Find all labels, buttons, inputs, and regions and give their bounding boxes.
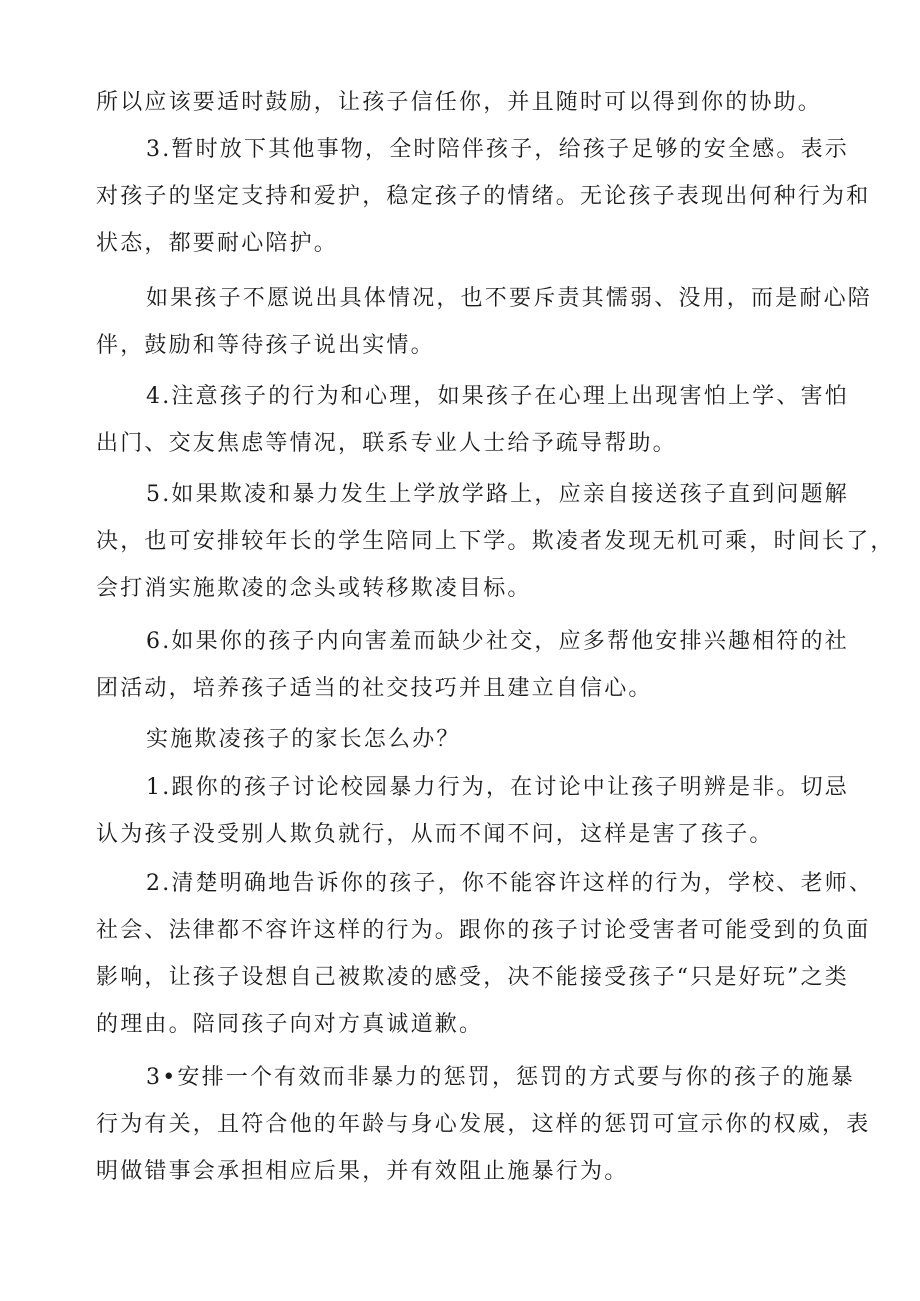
text-line: 实施欺凌孩子的家长怎么办？ xyxy=(146,727,461,752)
text-line: 4.注意孩子的行为和心理，如果孩子在心理上出现害怕上学、害怕 xyxy=(146,384,849,409)
text-line: 2.清楚明确地告诉你的孩子，你不能容许这样的行为，学校、老师、 xyxy=(146,871,874,896)
text-line: 会打消实施欺凌的念头或转移欺凌目标。 xyxy=(96,576,532,601)
text-line: 所以应该要适时鼓励，让孩子信任你，并且随时可以得到你的协助。 xyxy=(96,90,823,115)
text-line: 1.跟你的孩子讨论校园暴力行为，在讨论中让孩子明辨是非。切忌 xyxy=(146,775,849,800)
text-line: 5.如果欺凌和暴力发生上学放学路上，应亲自接送孩子直到问题解 xyxy=(146,482,849,507)
text-line: 社会、法律都不容许这样的行为。跟你的孩子讨论受害者可能受到的负面 xyxy=(96,918,871,943)
text-line: 状态，都要耐心陪护。 xyxy=(96,231,339,256)
text-line: 认为孩子没受别人欺负就行，从而不闻不问，这样是害了孩子。 xyxy=(96,822,774,847)
text-line: 影响，让孩子设想自己被欺凌的感受，决不能接受孩子“只是好玩”之类 xyxy=(96,965,849,990)
paragraph-item-1-discuss xyxy=(96,764,849,858)
paragraph-item-3-accompany xyxy=(96,126,871,267)
text-line: 行为有关，且符合他的年龄与身心发展，这样的惩罚可宣示你的权威，表 xyxy=(96,1112,871,1137)
text-line: 伴，鼓励和等待孩子说出实情。 xyxy=(96,333,435,358)
text-line: 3.暂时放下其他事物，全时陪伴孩子，给孩子足够的安全感。表示 xyxy=(146,137,849,162)
paragraph-item-3-punishment xyxy=(96,1054,871,1195)
text-line: 6.如果你的孩子内向害羞而缺少社交，应多帮他安排兴趣相符的社 xyxy=(146,629,849,654)
paragraph-item-5-escort xyxy=(96,471,895,612)
paragraph-item-4-psychology xyxy=(96,373,849,467)
text-line: 出门、交友焦虑等情况，联系专业人士给予疏导帮助。 xyxy=(96,431,677,456)
text-line: 3•安排一个有效而非暴力的惩罚，惩罚的方式要与你的孩子的施暴 xyxy=(146,1065,855,1090)
section-heading-bully-parents xyxy=(96,716,836,763)
text-line: 团活动，培养孩子适当的社交技巧并且建立自信心。 xyxy=(96,676,653,701)
paragraph-patience xyxy=(96,275,873,369)
paragraph-item-2-clarify xyxy=(96,860,874,1048)
text-line: 明做错事会承担相应后果，并有效阻止施暴行为。 xyxy=(96,1159,629,1184)
paragraph-item-6-social xyxy=(96,618,849,712)
text-line: 对孩子的坚定支持和爱护，稳定孩子的情绪。无论孩子表现出何种行为和 xyxy=(96,184,871,209)
text-line: 决，也可安排较年长的学生陪同上下学。欺凌者发现无机可乘，时间长了， xyxy=(96,529,895,554)
text-line: 的理由。陪同孩子向对方真诚道歉。 xyxy=(96,1012,484,1037)
text-line: 如果孩子不愿说出具体情况，也不要斥责其懦弱、没用，而是耐心陪 xyxy=(146,286,873,311)
paragraph-encourage-continuation xyxy=(96,79,836,126)
